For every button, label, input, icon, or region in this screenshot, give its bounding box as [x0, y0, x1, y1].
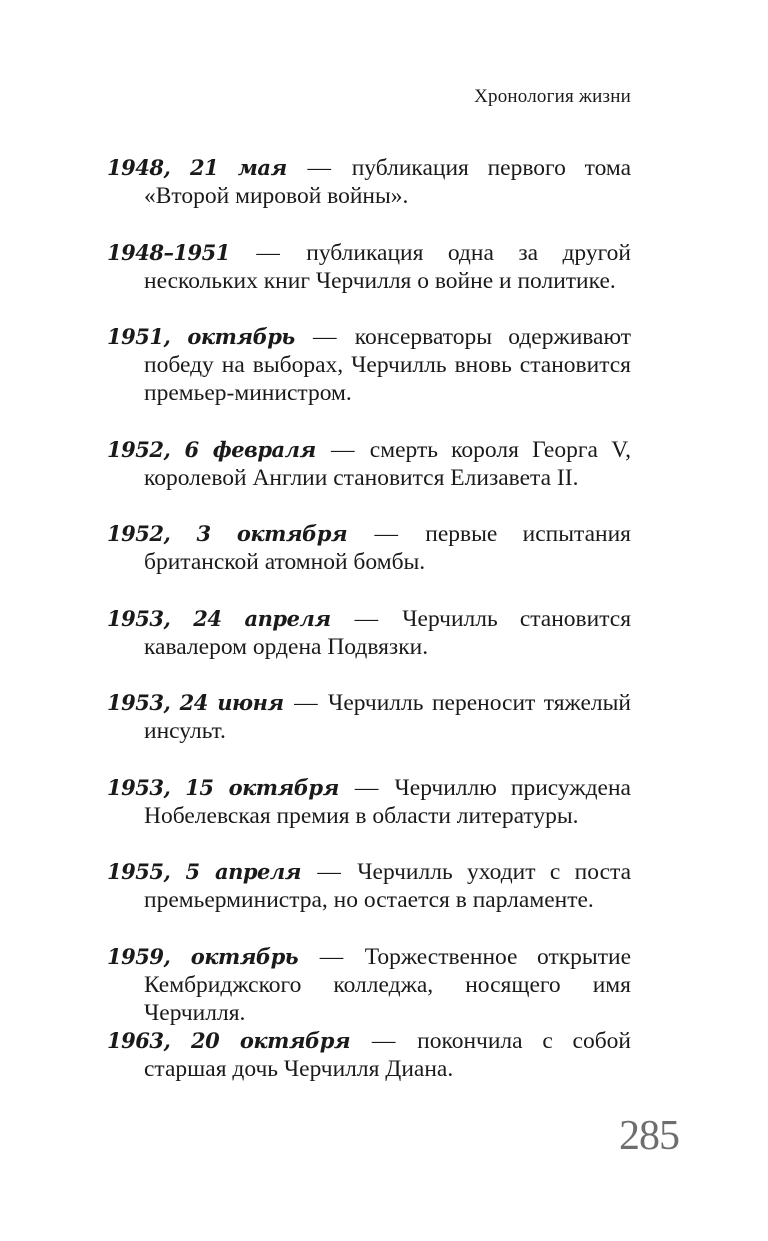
entry-date: 1963, 20 октября — [107, 1028, 351, 1053]
page-number: 285 — [619, 1113, 679, 1159]
entry-date: 1953, 24 апреля — [107, 605, 331, 631]
entry-date: 1951, октябрь — [107, 324, 295, 349]
entry-dash: — — [313, 324, 337, 350]
entry-text: Черчилль уходит с поста премьерминистра, но остается в парламенте. — [144, 859, 632, 913]
entry-dash: — — [354, 605, 379, 632]
entry-date: 1948–1951 — [107, 239, 230, 265]
entry-dash: — — [319, 943, 344, 970]
chronology-entry — [107, 154, 631, 210]
chronology-entry — [107, 943, 631, 1026]
chronology-entry — [107, 1027, 631, 1083]
entry-dash: — — [371, 1028, 396, 1054]
entry-text: покончила с собой старшая дочь Черчилля Диана. — [144, 1028, 631, 1082]
entry-date: 1952, 3 октября — [107, 521, 348, 546]
entry-dash: — — [294, 690, 318, 716]
chronology-entry — [107, 436, 631, 492]
entry-date: 1955, 5 апреля — [107, 859, 301, 884]
entry-text: консерваторы одерживают победу на выборах, Черчилль вновь становится премьер-министром. — [144, 324, 631, 406]
chronology-list — [107, 154, 631, 1112]
entry-text: Торжественное открытие Кембриджского колледжа, носящего имя Черчилля. — [144, 943, 631, 1026]
entry-text: публикация одна за другой нескольких книг Черчилля о войне и политике. — [144, 239, 632, 294]
entry-dash: — — [354, 774, 379, 801]
entry-dash: — — [331, 436, 355, 463]
entry-date: 1959, октябрь — [107, 943, 299, 969]
entry-text: Черчилль становится кавалером ордена Подвязки. — [144, 605, 632, 660]
entry-text: Черчиллю присуждена Нобелевская премия в области литературы. — [144, 774, 631, 829]
chronology-entry — [107, 774, 631, 830]
chronology-entry — [107, 323, 631, 407]
chronology-entry — [107, 520, 631, 576]
entry-dash: — — [307, 155, 331, 181]
entry-text: публикация первого тома «Второй мировой войны». — [144, 155, 632, 209]
entry-dash: — — [256, 239, 280, 266]
entry-text: смерть короля Георга V, королевой Англии становится Елизавета II. — [144, 436, 632, 491]
chronology-entry — [107, 239, 631, 295]
entry-text: первые испытания британской атомной бомбы. — [144, 521, 631, 575]
entry-date: 1952, 6 февраля — [107, 436, 316, 462]
entry-date: 1953, 15 октября — [107, 774, 339, 800]
running-header: Хронология жизни — [474, 86, 631, 107]
entry-date: 1953, 24 июня — [107, 690, 284, 715]
entry-dash: — — [317, 859, 341, 885]
entry-text: Черчилль переносит тяжелый инсульт. — [144, 690, 632, 744]
chronology-entry — [107, 689, 631, 745]
chronology-entry — [107, 605, 631, 661]
entry-date: 1948, 21 мая — [107, 155, 287, 180]
entry-dash: — — [374, 521, 398, 547]
chronology-entry — [107, 858, 631, 914]
